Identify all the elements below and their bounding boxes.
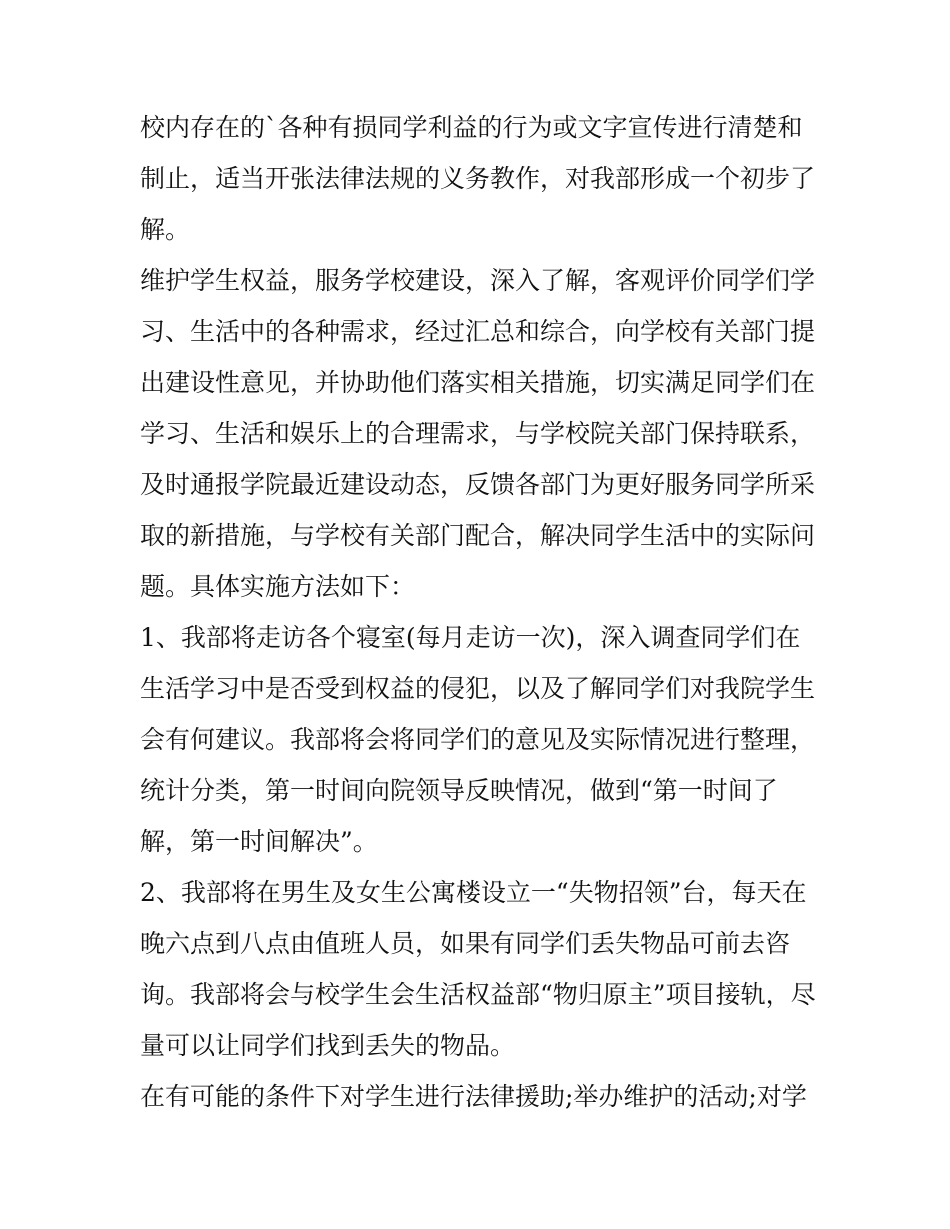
text-line: 题。具体实施方法如下： xyxy=(140,572,416,601)
text-line: 1、我部将走访各个寝室(每月走访一次)，深入调查同学们在 xyxy=(140,623,801,652)
text-line: 校内存在的`各种有损同学利益的行为或文字宣传进行清楚和 xyxy=(140,113,803,142)
text-line: 取的新措施，与学校有关部门配合，解决同学生活中的实际问 xyxy=(140,521,816,550)
text-line: 出建设性意见，并协助他们落实相关措施，切实满足同学们在 xyxy=(140,368,816,397)
text-line: 习、生活中的各种需求，经过汇总和综合，向学校有关部门提 xyxy=(140,317,816,346)
text-line: 2、我部将在男生及女生公寓楼设立一“失物招领”台，每天在 xyxy=(140,878,807,907)
text-line: 会有何建议。我部将会将同学们的意见及实际情况进行整理， xyxy=(140,725,816,754)
text-line: 及时通报学院最近建设动态，反馈各部门为更好服务同学所采 xyxy=(140,470,816,499)
text-line: 解。 xyxy=(140,215,191,244)
text-line: 在有可能的条件下对学生进行法律援助;举办维护的活动;对学 xyxy=(140,1082,807,1111)
text-line: 生活学习中是否受到权益的侵犯，以及了解同学们对我院学生 xyxy=(140,674,816,703)
text-line: 量可以让同学们找到丢失的物品。 xyxy=(140,1031,516,1060)
text-line: 学习、生活和娱乐上的合理需求，与学校院关部门保持联系， xyxy=(140,419,816,448)
text-line: 晚六点到八点由值班人员，如果有同学们丢失物品可前去咨 xyxy=(140,929,791,958)
text-line: 解，第一时间解决”。 xyxy=(140,827,378,856)
text-line: 统计分类，第一时间向院领导反映情况，做到“第一时间了 xyxy=(140,776,778,805)
text-line: 询。我部将会与校学生会生活权益部“物归原主”项目接轨，尽 xyxy=(140,980,816,1009)
text-line: 制止，适当开张法律法规的义务教作，对我部形成一个初步了 xyxy=(140,164,816,193)
text-line: 维护学生权益，服务学校建设，深入了解，客观评价同学们学 xyxy=(140,266,816,295)
